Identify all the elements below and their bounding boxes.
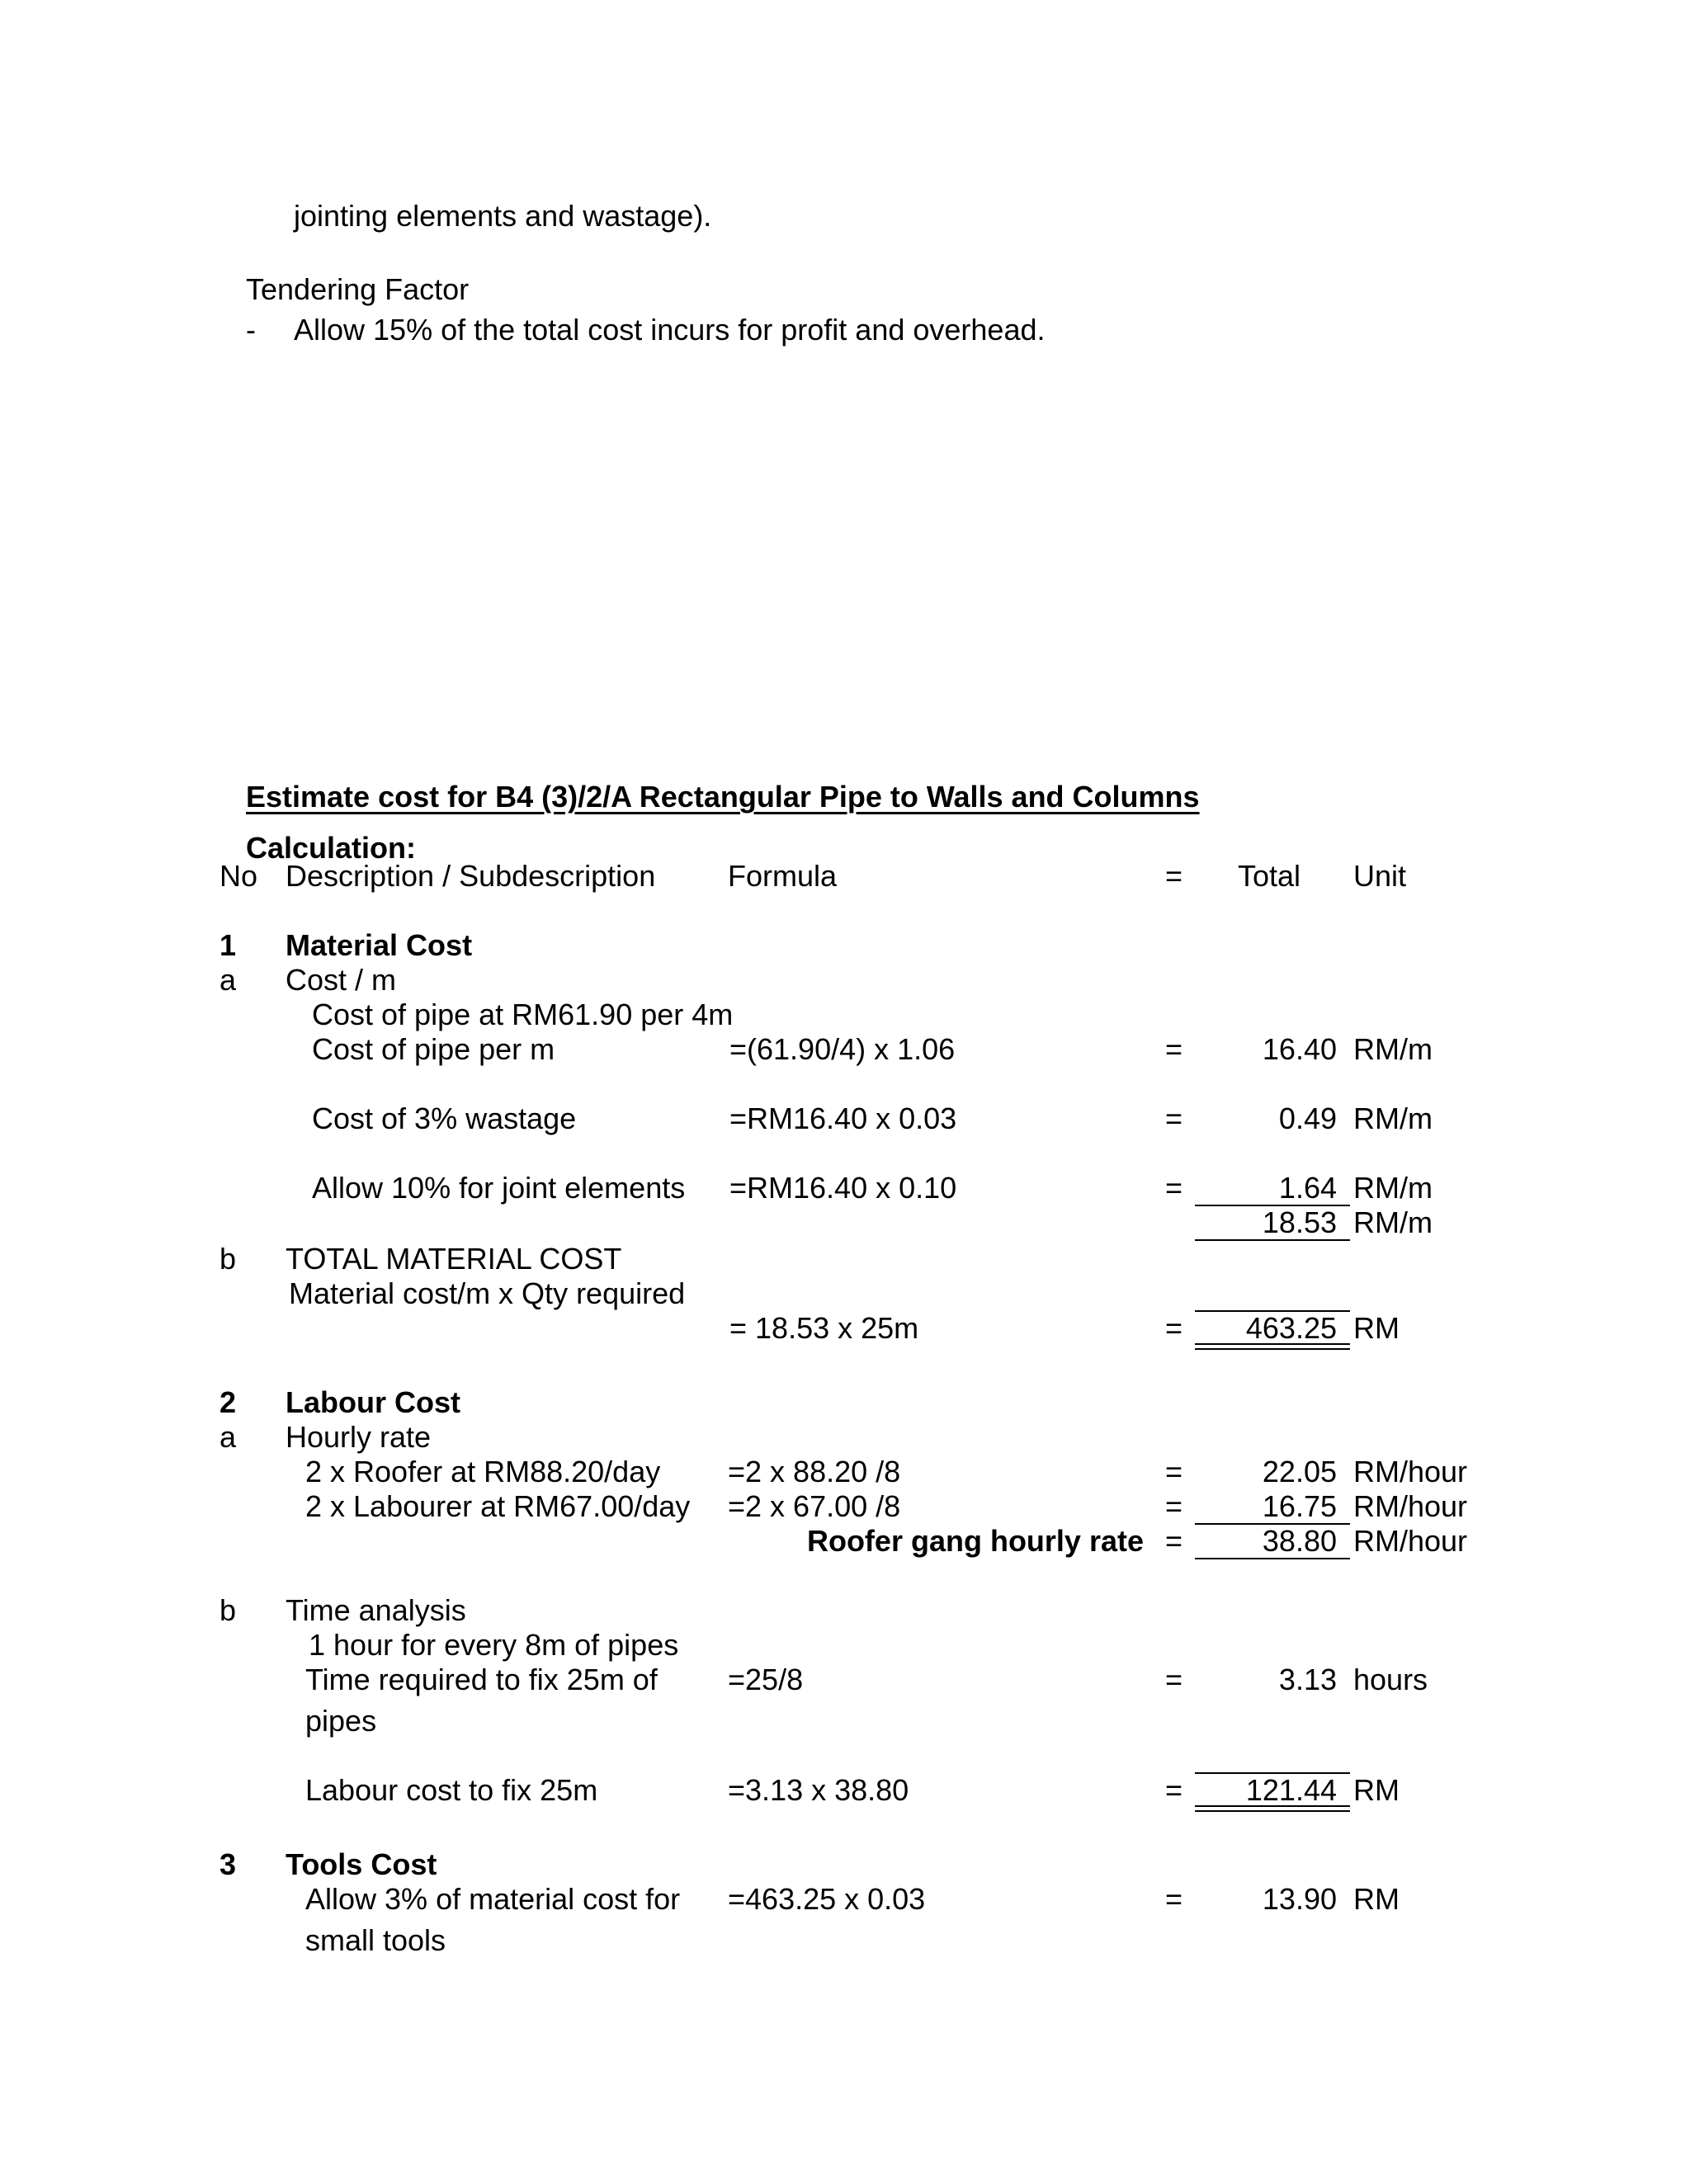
section-number: 3 xyxy=(220,1847,237,1881)
row-formula: =25/8 xyxy=(728,1663,804,1696)
row-total: 22.05 xyxy=(1262,1455,1337,1488)
section-title: Material Cost xyxy=(286,928,473,962)
header-description: Description / Subdescription xyxy=(286,859,656,893)
section-number: 2 xyxy=(220,1385,237,1419)
row-eq: = xyxy=(1165,1032,1183,1066)
subtotal-underline xyxy=(1195,1558,1350,1559)
row-unit: RM/m xyxy=(1353,1032,1433,1066)
row-description: Allow 3% of material cost for xyxy=(305,1882,681,1916)
gang-rate-eq: = xyxy=(1165,1524,1183,1558)
row-description: Cost of 3% wastage xyxy=(312,1101,577,1135)
row-eq: = xyxy=(1165,1663,1183,1696)
total-formula: = 18.53 x 25m xyxy=(729,1311,919,1345)
description-line: 1 hour for every 8m of pipes xyxy=(309,1628,679,1662)
row-unit: RM/m xyxy=(1353,1101,1433,1135)
row-description: Time required to fix 25m of xyxy=(305,1663,658,1696)
row-formula: =463.25 x 0.03 xyxy=(728,1882,926,1916)
description-line: Material cost/m x Qty required xyxy=(289,1276,686,1310)
row-eq: = xyxy=(1165,1489,1183,1523)
double-underline-bottom xyxy=(1195,1348,1350,1350)
row-unit: hours xyxy=(1353,1663,1428,1696)
tendering-heading: Tendering Factor xyxy=(246,272,470,306)
double-underline-top xyxy=(1195,1343,1350,1345)
row-total: 0.49 xyxy=(1278,1101,1337,1135)
bullet-text: Allow 15% of the total cost incurs for profit and overhead. xyxy=(294,313,1046,347)
row-formula: =(61.90/4) x 1.06 xyxy=(729,1032,956,1066)
row-description: Labour cost to fix 25m xyxy=(305,1773,598,1807)
subsection-title: TOTAL MATERIAL COST xyxy=(286,1242,622,1276)
subsection-title: Time analysis xyxy=(286,1593,466,1627)
row-eq: = xyxy=(1165,1171,1183,1205)
row-formula: =2 x 88.20 /8 xyxy=(728,1455,901,1488)
row-total: 1.64 xyxy=(1278,1171,1337,1205)
row-formula: =2 x 67.00 /8 xyxy=(728,1489,901,1523)
row-total: 16.75 xyxy=(1262,1489,1337,1523)
row-total: 16.40 xyxy=(1262,1032,1337,1066)
row-description-cont: small tools xyxy=(305,1923,446,1957)
row-total: 3.13 xyxy=(1278,1663,1337,1696)
row-eq: = xyxy=(1165,1773,1183,1807)
description-line: Cost of pipe at RM61.90 per 4m xyxy=(312,998,734,1031)
gang-rate-label: Roofer gang hourly rate xyxy=(806,1524,1144,1558)
subsection-letter: b xyxy=(220,1593,237,1627)
bullet-dash: - xyxy=(246,313,256,347)
subsection-title: Hourly rate xyxy=(286,1420,432,1454)
total-material-cost: 463.25 xyxy=(1245,1311,1337,1345)
calc-label: Calculation: xyxy=(246,831,417,865)
intro-line: jointing elements and wastage). xyxy=(294,199,712,233)
row-formula: =3.13 x 38.80 xyxy=(728,1773,909,1807)
row-unit: RM/m xyxy=(1353,1171,1433,1205)
row-description: 2 x Labourer at RM67.00/day xyxy=(305,1489,691,1523)
section-title: Labour Cost xyxy=(286,1385,460,1419)
row-formula: =RM16.40 x 0.10 xyxy=(729,1171,957,1205)
row-description-cont: pipes xyxy=(305,1704,377,1738)
header-no: No xyxy=(220,859,258,893)
subtotal-unit: RM/m xyxy=(1353,1205,1433,1239)
row-description: Allow 10% for joint elements xyxy=(312,1171,686,1205)
header-unit: Unit xyxy=(1353,859,1407,893)
row-formula: =RM16.40 x 0.03 xyxy=(729,1101,957,1135)
double-underline-top xyxy=(1195,1805,1350,1807)
row-description: Cost of pipe per m xyxy=(312,1032,555,1066)
subtotal-value: 18.53 xyxy=(1262,1205,1337,1239)
row-unit: RM/hour xyxy=(1353,1489,1468,1523)
gang-rate-unit: RM/hour xyxy=(1353,1524,1468,1558)
total-labour-cost: 121.44 xyxy=(1245,1773,1337,1807)
row-unit: RM/hour xyxy=(1353,1455,1468,1488)
total-unit: RM xyxy=(1353,1311,1400,1345)
row-eq: = xyxy=(1165,1882,1183,1916)
total-eq: = xyxy=(1165,1311,1183,1345)
subsection-title: Cost / m xyxy=(286,963,397,997)
page-title: Estimate cost for B4 (3)/2/A Rectangular Pipe to Walls and Columns xyxy=(246,780,1200,814)
header-formula: Formula xyxy=(728,859,838,893)
row-description: 2 x Roofer at RM88.20/day xyxy=(305,1455,661,1488)
gang-rate-total: 38.80 xyxy=(1262,1524,1337,1558)
double-underline-bottom xyxy=(1195,1810,1350,1812)
subsection-letter: a xyxy=(220,1420,237,1454)
subsection-letter: a xyxy=(220,963,237,997)
row-eq: = xyxy=(1165,1455,1183,1488)
row-eq: = xyxy=(1165,1101,1183,1135)
header-eq: = xyxy=(1165,859,1183,893)
subtotal-underline xyxy=(1195,1239,1350,1241)
header-total: Total xyxy=(1238,859,1301,893)
section-title: Tools Cost xyxy=(286,1847,437,1881)
row-unit: RM xyxy=(1353,1773,1400,1807)
row-unit: RM xyxy=(1353,1882,1400,1916)
section-number: 1 xyxy=(220,928,237,962)
subsection-letter: b xyxy=(220,1242,237,1276)
total-tools-cost: 13.90 xyxy=(1262,1882,1337,1916)
